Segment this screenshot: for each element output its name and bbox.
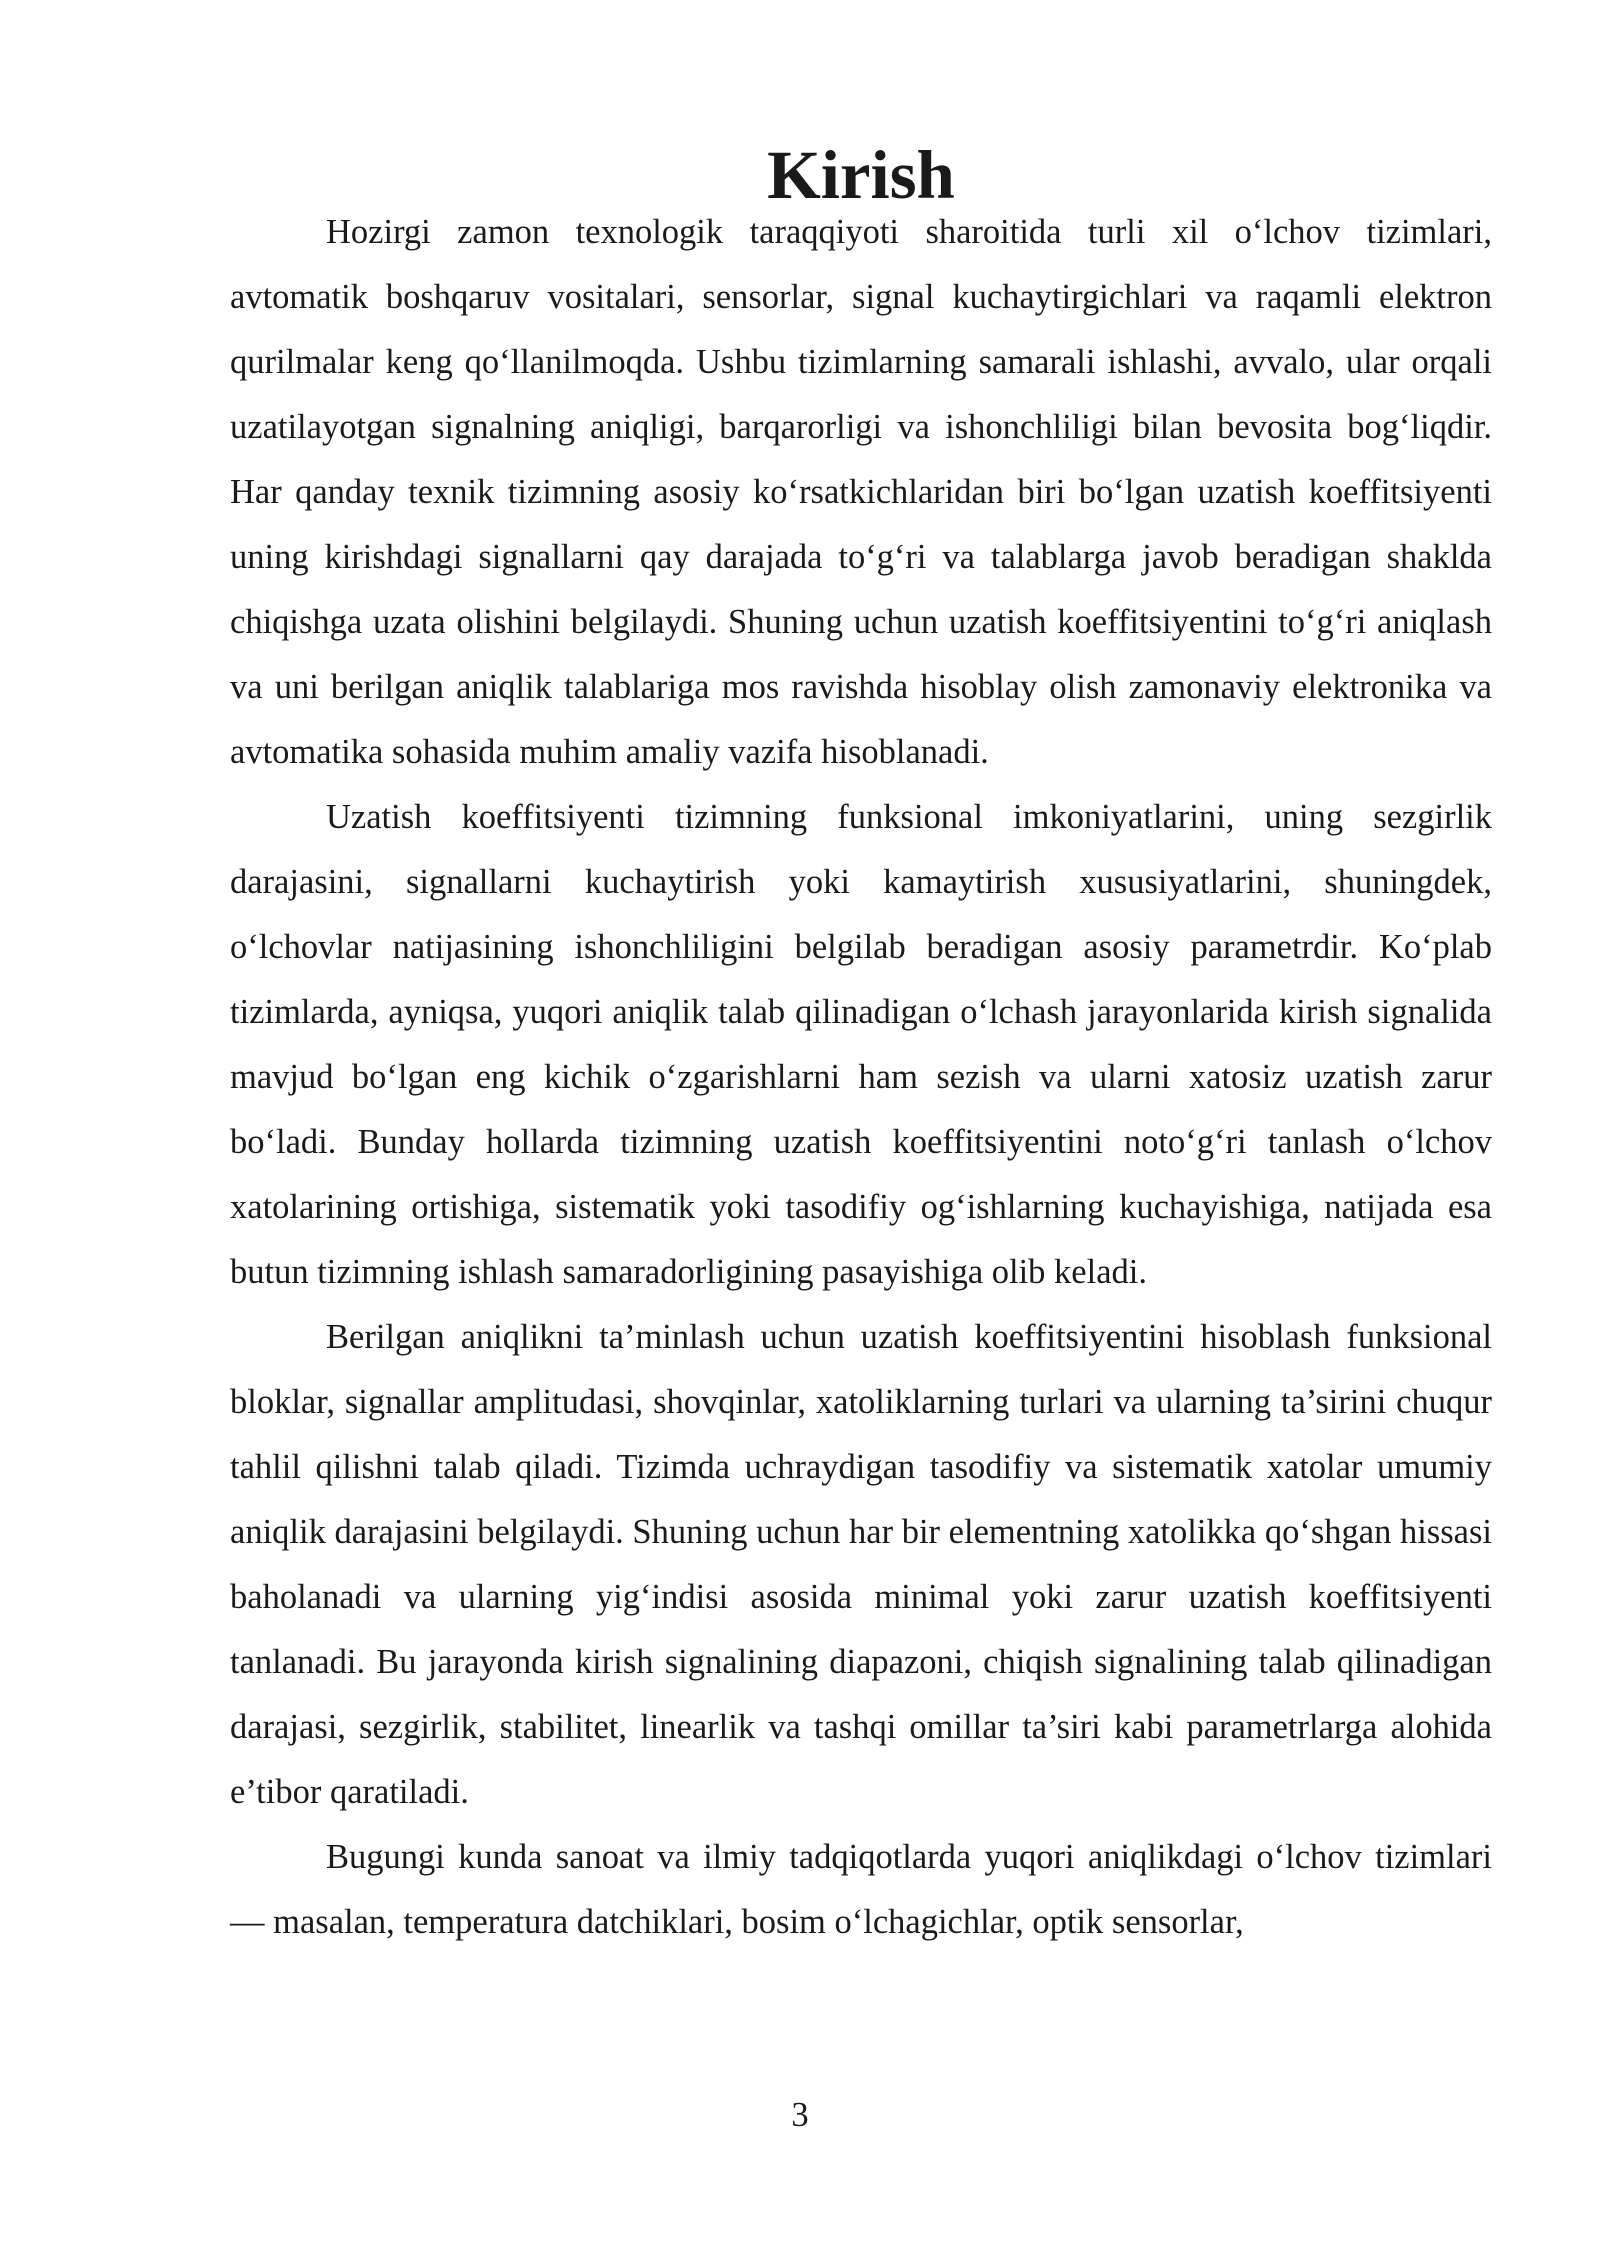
page-content bbox=[230, 137, 1492, 1955]
paragraph-2: Uzatish koeffitsiyenti tizimning funksional imkoniyatlarini, uning sezgirlik darajasini, signallarni kuchaytirish yoki kamaytirish xususiyatlarini, shuningdek, o‘lchovlar natijasining ishonchliligini belgilab beradigan asosiy parametrdir. Ko‘plab tizimlarda, ayniqsa, yuqori aniqlik talab qilinadigan o‘lchash jarayonlarida kirish signalida mavjud bo‘lgan eng kichik o‘zgarishlarni ham sezish va ularni xatosiz uzatish zarur bo‘ladi. Bunday hollarda tizimning uzatish koeffitsiyentini noto‘g‘ri tanlash o‘lchov xatolarining ortishiga, sistematik yoki tasodifiy og‘ishlarning kuchayishiga, natijada esa butun tizimning ishlash samaradorligining pasayishiga olib keladi. bbox=[230, 798, 1492, 1291]
section-title: Kirish bbox=[767, 137, 955, 213]
paragraph-3: Berilgan aniqlikni ta’minlash uchun uzatish koeffitsiyentini hisoblash funksional bloklar, signallar amplitudasi, shovqinlar, xatoliklarning turlari va ularning ta’sirini chuqur tahlil qilishni talab qiladi. Tizimda uchraydigan tasodifiy va sistematik xatolar umumiy aniqlik darajasini belgilaydi. Shuning uchun har bir elementning xatolikka qo‘shgan hissasi baholanadi va ularning yig‘indisi asosida minimal yoki zarur uzatish koeffitsiyenti tanlanadi. Bu jarayonda kirish signalining diapazoni, chiqish signalining talab qilinadigan darajasi, sezgirlik, stabilitet, linearlik va tashqi omillar ta’siri kabi parametrlarga alohida e’tibor qaratiladi. bbox=[230, 1318, 1492, 1811]
page-number: 3 bbox=[791, 2096, 809, 2134]
paragraph-4: Bugungi kunda sanoat va ilmiy tadqiqotlarda yuqori aniqlikdagi o‘lchov tizimlari — masalan, temperatura datchiklari, bosim o‘lchagichlar, optik sensorlar, bbox=[230, 1838, 1492, 1941]
paragraph-1: Hozirgi zamon texnologik taraqqiyoti sharoitida turli xil o‘lchov tizimlari, avtomatik boshqaruv vositalari, sensorlar, signal kuchaytirgichlari va raqamli elektron qurilmalar keng qo‘llanilmoqda. Ushbu tizimlarning samarali ishlashi, avvalo, ular orqali uzatilayotgan signalning aniqligi, barqarorligi va ishonchliligi bilan bevosita bog‘liqdir. Har qanday texnik tizimning asosiy ko‘rsatkichlaridan biri bo‘lgan uzatish koeffitsiyenti uning kirishdagi signallarni qay darajada to‘g‘ri va talablarga javob beradigan shaklda chiqishga uzata olishini belgilaydi. Shuning uchun uzatish koeffitsiyentini to‘g‘ri aniqlash va uni berilgan aniqlik talablariga mos ravishda hisoblay olish zamonaviy elektronika va avtomatika sohasida muhim amaliy vazifa hisoblanadi. bbox=[230, 213, 1492, 771]
